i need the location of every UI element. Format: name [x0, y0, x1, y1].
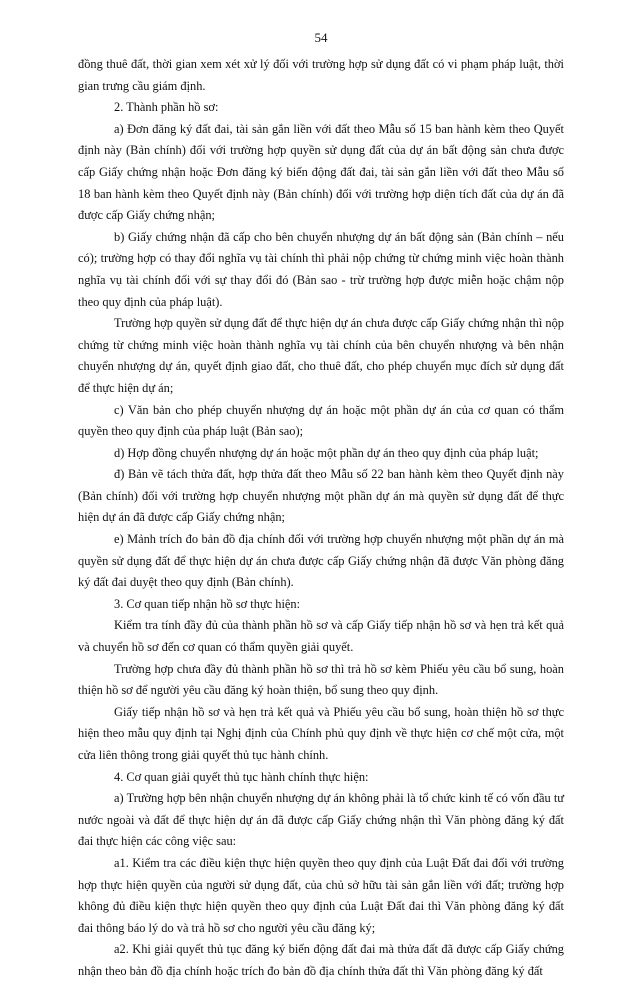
document-body — [78, 54, 564, 983]
paragraph: a) Đơn đăng ký đất đai, tài sản gắn liền với đất theo Mẫu số 15 ban hành kèm theo Quyết định này (Bản chính) đối với trường hợp quyền sử dụng đất của dự án bất động sản chưa được cấp Giấy chứng nhận hoặc Đơn đăng ký biến động đất đai, tài sản gắn liền với đất theo Mẫu số 18 ban hành kèm theo Quyết định này (Bản chính) đối với trường hợp diện tích đất của dự án đã được cấp Giấy chứng nhận; — [78, 121, 564, 223]
paragraph: c) Văn bản cho phép chuyển nhượng dự án hoặc một phần dự án của cơ quan có thẩm quyền theo quy định của pháp luật (Bản sao); — [78, 402, 564, 439]
paragraph: a) Trường hợp bên nhận chuyển nhượng dự án không phải là tổ chức kinh tế có vốn đầu tư nước ngoài và đất để thực hiện dự án đã được cấp Giấy chứng nhận thì Văn phòng đăng ký đất đai thực hiện các công việc sau: — [78, 791, 564, 849]
page-number: 54 — [314, 30, 328, 45]
paragraph: d) Hợp đồng chuyển nhượng dự án hoặc một phần dự án theo quy định của pháp luật; — [114, 445, 539, 460]
paragraph: Trường hợp chưa đầy đủ thành phần hồ sơ thì trả hồ sơ kèm Phiếu yêu cầu bổ sung, hoàn thiện hồ sơ để người yêu cầu đăng ký hoàn thiện, bổ sung theo quy định. — [78, 661, 564, 698]
paragraph: 4. Cơ quan giải quyết thủ tục hành chính thực hiện: — [114, 769, 369, 784]
paragraph: đồng thuê đất, thời gian xem xét xử lý đối với trường hợp sử dụng đất có vi phạm pháp luật, thời gian trưng cầu giám định. — [78, 57, 564, 93]
paragraph: a2. Khi giải quyết thủ tục đăng ký biến động đất đai mà thửa đất đã được cấp Giấy chứng nhận theo bản đồ địa chính hoặc trích đo bản đồ địa chính thửa đất thì Văn phòng đăng ký đất — [78, 942, 564, 978]
paragraph: a1. Kiểm tra các điều kiện thực hiện quyền theo quy định của Luật Đất đai đối với trường hợp thực hiện quyền của người sử dụng đất, của chủ sở hữu tài sản gắn liền với đất; trường hợp không đủ điều kiện thực hiện quyền theo quy định của Luật Đất đai thì Văn phòng đăng ký đất đai thông báo lý do và trả hồ sơ cho người yêu cầu đăng ký; — [78, 855, 564, 935]
paragraph: Giấy tiếp nhận hồ sơ và hẹn trả kết quả và Phiếu yêu cầu bổ sung, hoàn thiện hồ sơ thực hiện theo mẫu quy định tại Nghị định của Chính phủ quy định về thực hiện cơ chế một cửa, một cửa liên thông trong giải quyết thủ tục hành chính. — [78, 704, 564, 762]
paragraph: 2. Thành phần hồ sơ: — [114, 100, 219, 115]
document-page — [78, 28, 564, 983]
paragraph: e) Mảnh trích đo bản đồ địa chính đối với trường hợp chuyển nhượng một phần dự án mà quyền sử dụng đất để thực hiện dự án chưa được cấp Giấy chứng nhận đã được Văn phòng đăng ký đất đai duyệt theo quy định (Bản chính). — [78, 532, 564, 590]
paragraph: đ) Bản vẽ tách thửa đất, hợp thửa đất theo Mẫu số 22 ban hành kèm theo Quyết định này (Bản chính) đối với trường hợp chuyển nhượng một phần dự án mà quyền sử dụng đất để thực hiện dự án đã được cấp Giấy chứng nhận; — [78, 467, 564, 525]
paragraph: 3. Cơ quan tiếp nhận hồ sơ thực hiện: — [114, 596, 301, 611]
paragraph: Kiểm tra tính đầy đủ của thành phần hồ sơ và cấp Giấy tiếp nhận hồ sơ và hẹn trả kết quả và chuyển hồ sơ đến cơ quan có thẩm quyền giải quyết. — [78, 618, 564, 655]
paragraph: b) Giấy chứng nhận đã cấp cho bên chuyển nhượng dự án bất động sản (Bản chính – nếu có); trường hợp có thay đổi nghĩa vụ tài chính thì phải nộp chứng từ chứng minh việc hoàn thành nghĩa vụ tài chính đối với sự thay đổi đó (Bản sao - trừ trường hợp được miễn hoặc chậm nộp theo quy định của pháp luật). — [78, 229, 564, 309]
paragraph: Trường hợp quyền sử dụng đất để thực hiện dự án chưa được cấp Giấy chứng nhận thì nộp chứng từ chứng minh việc hoàn thành nghĩa vụ tài chính của bên chuyển nhượng và bên nhận chuyển nhượng dự án, quyết định giao đất, cho thuê đất, cho phép chuyển mục đích sử dụng đất để thực hiện dự án; — [78, 316, 564, 395]
